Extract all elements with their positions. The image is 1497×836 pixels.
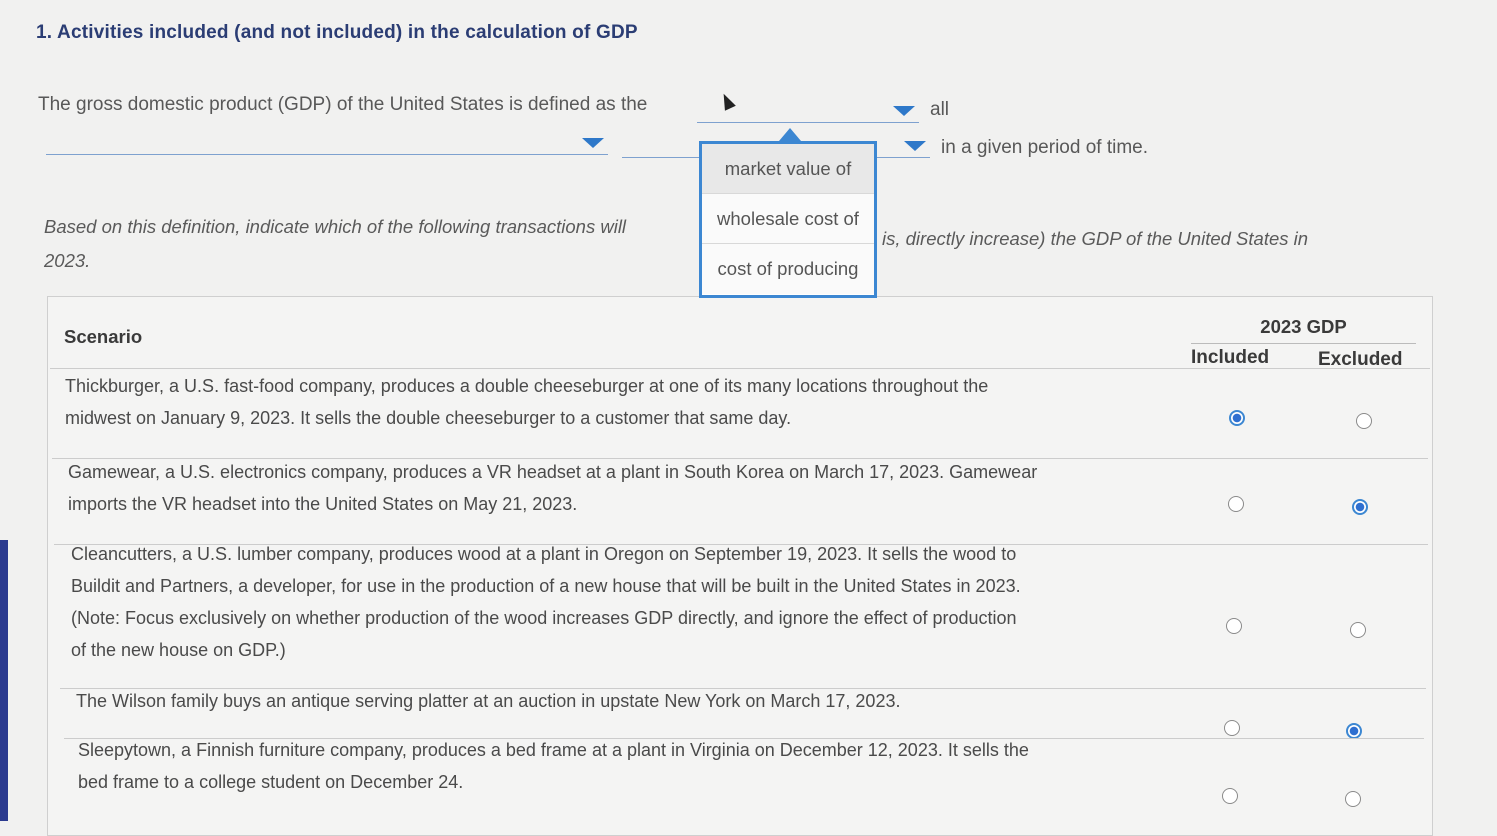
instruction-text-year: 2023. (44, 250, 91, 271)
definition-text-2: all (930, 99, 950, 120)
table-row (68, 456, 1168, 520)
option-market-value[interactable]: market value of (702, 144, 874, 194)
row-1-included-radio[interactable] (1229, 410, 1245, 426)
row-4-line-1: The Wilson family buys an antique serving platter at an auction in upstate New York on March 17, 2023. (76, 691, 901, 711)
instruction-text-left: Based on this definition, indicate which of the following transactions will (44, 216, 627, 237)
row-4-excluded-radio[interactable] (1346, 723, 1362, 739)
row-divider (50, 368, 1430, 369)
row-1-line-1: Thickburger, a U.S. fast-food company, produces a double cheeseburger at one of its many locations throughout the (65, 376, 989, 396)
chevron-down-icon (582, 138, 604, 148)
row-3-line-4: of the new house on GDP.) (71, 640, 286, 660)
header-scenario: Scenario (64, 326, 143, 347)
left-edge-bar (0, 540, 8, 821)
table-row (76, 685, 1176, 717)
option-wholesale-cost[interactable]: wholesale cost of (702, 194, 874, 244)
row-3-line-2: Buildit and Partners, a developer, for use in the production of a new house that will be built in the United States in 2023. (71, 576, 1021, 596)
row-3-line-1: Cleancutters, a U.S. lumber company, produces wood at a plant in Oregon on September 19, 2023. It sells the wood to (71, 544, 1017, 564)
dropdown-options-list[interactable] (699, 141, 877, 298)
row-4-included-radio[interactable] (1224, 720, 1240, 736)
row-5-included-radio[interactable] (1222, 788, 1238, 804)
option-cost-of-producing[interactable]: cost of producing (702, 244, 874, 294)
header-included: Included (1191, 347, 1270, 368)
row-3-line-3: (Note: Focus exclusively on whether production of the wood increases GDP directly, and ignore the effect of production (71, 608, 1017, 628)
row-1-line-2: midwest on January 9, 2023. It sells the double cheeseburger to a customer that same day. (65, 408, 792, 428)
header-2023-gdp: 2023 GDP (1260, 316, 1347, 337)
row-2-included-radio[interactable] (1228, 496, 1244, 512)
row-5-line-1: Sleepytown, a Finnish furniture company, produces a bed frame at a plant in Virginia on December 12, 2023. It sells the (78, 740, 1029, 760)
chevron-down-icon (904, 141, 926, 151)
row-2-line-2: imports the VR headset into the United States on May 21, 2023. (68, 494, 578, 514)
instruction-text-right: is, directly increase) the GDP of the United States in (882, 228, 1309, 249)
table-row (65, 370, 1165, 434)
row-1-excluded-radio[interactable] (1356, 413, 1372, 429)
header-excluded: Excluded (1318, 349, 1403, 370)
table-row (78, 734, 1178, 798)
row-2-line-1: Gamewear, a U.S. electronics company, produces a VR headset at a plant in South Korea on March 17, 2023. Gamewear (68, 462, 1038, 482)
popup-caret-icon (779, 128, 801, 141)
question-title: 1. Activities included (and not included) in the calculation of GDP (36, 22, 638, 43)
table-row (71, 538, 1171, 666)
chevron-down-icon (893, 106, 915, 116)
header-divider (1191, 343, 1416, 344)
definition-text-3: in a given period of time. (941, 137, 1149, 158)
row-2-excluded-radio[interactable] (1352, 499, 1368, 515)
definition-text-1: The gross domestic product (GDP) of the United States is defined as the (38, 94, 648, 115)
row-3-included-radio[interactable] (1226, 618, 1242, 634)
row-3-excluded-radio[interactable] (1350, 622, 1366, 638)
row-5-excluded-radio[interactable] (1345, 791, 1361, 807)
dropdown-2[interactable] (46, 128, 608, 155)
row-5-line-2: bed frame to a college student on December 24. (78, 772, 464, 792)
